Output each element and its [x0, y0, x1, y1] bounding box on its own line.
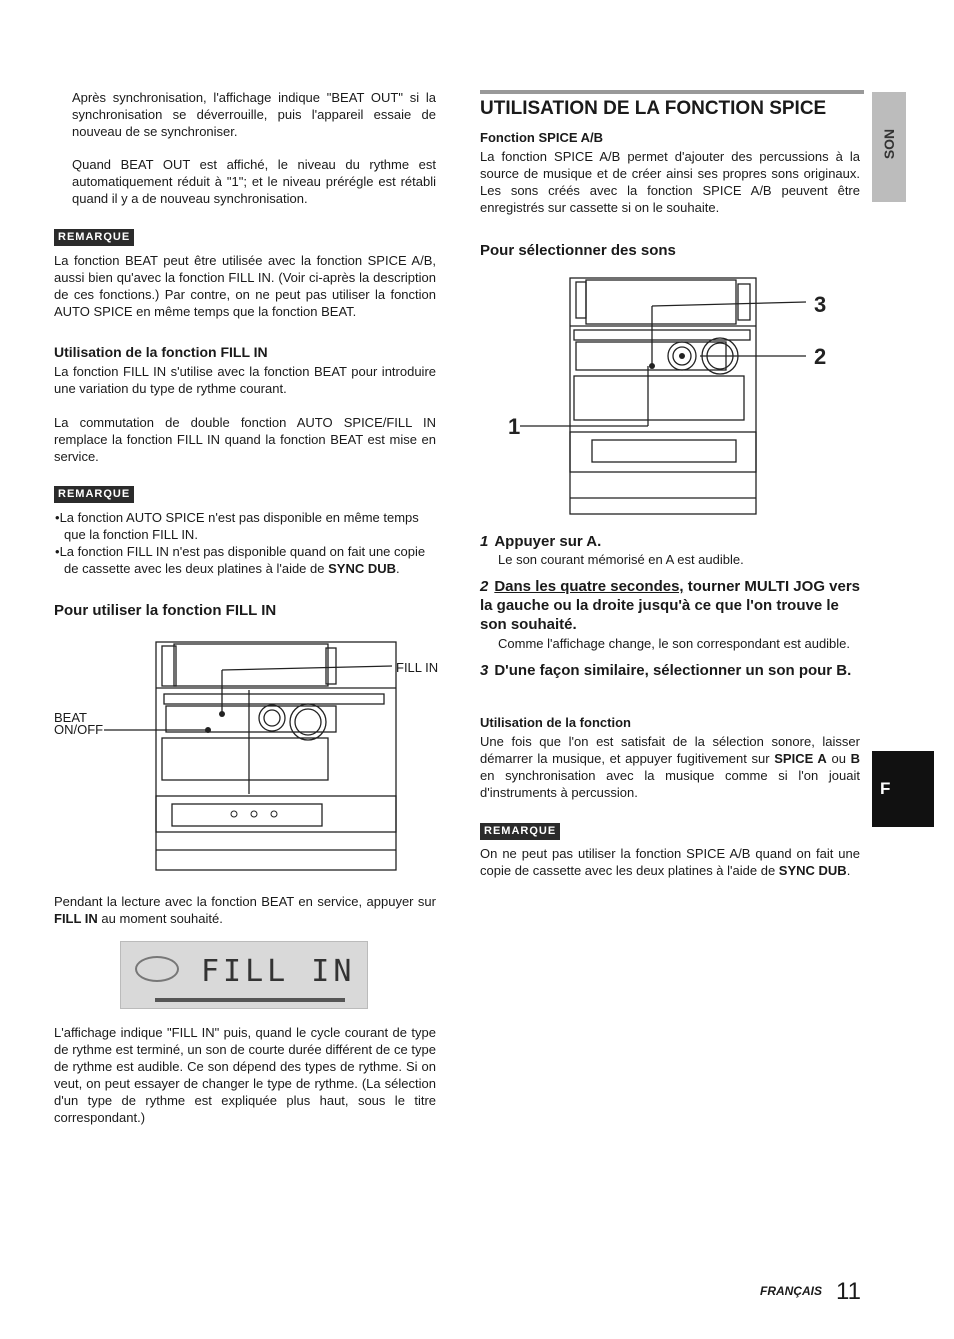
step-2 — [480, 577, 864, 634]
punct: . — [846, 863, 851, 878]
affichage-para: L'affichage indique "FILL IN" puis, quand le cycle courant de type de rythme est terminé, un son de courte durée différent de ce type de rythme est audible. Ce son dépend des types de rythme. Si on veut, on peut essayer de changer le type de rythme. (La sélection d'un type de rythme est expliquée plus haut, sous le titre correspondant.) — [54, 1025, 436, 1125]
util-subheading: Utilisation de la fonction — [480, 715, 631, 730]
step-1 — [480, 532, 601, 551]
para-sync: Après synchronisation, l'affichage indique "BEAT OUT" si la synchronisation se déverrouille, puis l'appareil essaie de nouveau de se synchroniser. — [72, 90, 436, 139]
util-para — [480, 733, 860, 801]
spice-para: La fonction SPICE A/B permet d'ajouter des percussions à la source de musique et de créer ainsi ses propres sons originaux. Les sons créés avec la fonction SPICE A/B peuvent être enregistrés sur cassette si on le souhaite. — [480, 149, 860, 215]
spice-subheading: Fonction SPICE A/B — [480, 130, 604, 145]
side-tab-f — [872, 751, 934, 827]
util-text-b: en synchronisation avec la musique comme si l'on jouait d'instruments à percussion. — [480, 768, 860, 800]
remarque-badge: REMARQUE — [54, 486, 134, 503]
list-item — [54, 543, 436, 577]
fillin-para2: La commutation de double fonction AUTO SPICE/FILL IN remplace la fonction FILL IN quand la fonction BEAT est mise en service. — [54, 415, 436, 464]
callout-1: 1 — [508, 414, 521, 439]
side-tab-son — [872, 92, 906, 202]
para-beat-out: Quand BEAT OUT est affiché, le niveau du rythme est automatiquement réduit à "1"; et le niveau prérégle est rétabli quand il y a de nouveau synchronisation. — [72, 157, 436, 206]
fig-label-fillin: FILL IN — [396, 660, 439, 675]
sync-dub-label: SYNC DUB — [778, 863, 847, 878]
fig-label-beat: BEAT — [54, 710, 87, 725]
pendant-text-a: Pendant la lecture avec la fonction BEAT en service, appuyer sur — [54, 894, 436, 909]
fillin-para1: La fonction FILL IN s'utilise avec la fonction BEAT pour introduire une variation du type de rythme courant. — [54, 364, 436, 396]
step-underline: Dans les quatre secondes, — [494, 578, 684, 595]
section-title: UTILISATION DE LA FONCTION SPICE — [480, 98, 827, 119]
util-text-mid: ou — [826, 751, 851, 766]
fig-label-onoff: ON/OFF — [54, 722, 104, 737]
remarque3-text-a: On ne peut pas utiliser la fonction SPICE A/B quand on fait une copie de cassette avec les deux platines à l'aide de — [480, 846, 860, 878]
fillin-bold: FILL IN — [54, 911, 98, 926]
util-text-a: Une fois que l'on est satisfait de la sélection sonore, laisser démarrer la musique, et appuyer fugitivement sur — [480, 734, 860, 766]
display-icon — [135, 956, 179, 982]
remarque-badge: REMARQUE — [480, 823, 560, 840]
step-number: 1 — [480, 533, 489, 550]
remarque-list — [54, 509, 436, 577]
list-item-text: La fonction FILL IN n'est pas disponible quand on fait une copie de cassette avec les deux platines à l'aide de — [59, 544, 426, 576]
remarque-text: La fonction BEAT peut être utilisée avec la fonction SPICE A/B, aussi bien qu'avec la fonction FILL IN. (Voir ci-après la description de ces fonctions.) Par contre, on ne peut pas utiliser la fonction AUTO SPICE en même temps que la fonction BEAT. — [54, 253, 436, 319]
callout-2: 2 — [814, 344, 827, 369]
callout-3: 3 — [814, 292, 827, 317]
spice-a-bold: SPICE A — [774, 751, 827, 766]
stereo-spice-figure — [500, 270, 840, 520]
step-number: 3 — [480, 662, 489, 679]
b-bold: B — [850, 751, 861, 766]
display-text: FILL IN — [201, 954, 356, 989]
remarque-badge: REMARQUE — [54, 229, 134, 246]
display-bar — [155, 998, 345, 1002]
side-tab-f-label: F — [880, 779, 891, 798]
step-text: D'une façon similaire, sélectionner un son pour B. — [494, 662, 852, 679]
step-1-note: Le son courant mémorisé en A est audible. — [498, 552, 744, 567]
list-item: • La fonction AUTO SPICE n'est pas disponible en même temps que la fonction FILL IN. — [54, 509, 436, 543]
sync-dub-label: SYNC DUB — [328, 561, 397, 576]
step-2-note: Comme l'affichage change, le son correspondant est audible. — [498, 636, 851, 651]
step-text: Appuyer sur A. — [494, 533, 602, 550]
pour-selectionner-heading: Pour sélectionner des sons — [480, 242, 676, 259]
punct: . — [396, 561, 400, 576]
footer-language: FRANÇAIS — [760, 1284, 822, 1298]
side-tab-son-label: SON — [881, 128, 897, 160]
page-number: 11 — [836, 1278, 861, 1305]
stereo-fillin-figure — [54, 638, 444, 878]
step-text: tourner MULTI JOG vers la gauche ou la droite jusqu'à ce que l'on trouve le son souhaité. — [480, 578, 861, 633]
step-number: 2 — [480, 578, 489, 595]
fillin-heading: Utilisation de la fonction FILL IN — [54, 344, 268, 360]
step-3 — [480, 661, 864, 680]
display-fillin-image — [120, 941, 368, 1009]
pour-utiliser-heading: Pour utiliser la fonction FILL IN — [54, 602, 277, 619]
pendant-para — [54, 893, 436, 927]
title-rule — [480, 90, 864, 94]
remarque3-text — [480, 845, 860, 879]
pendant-text-b: au moment souhaité. — [97, 911, 223, 926]
